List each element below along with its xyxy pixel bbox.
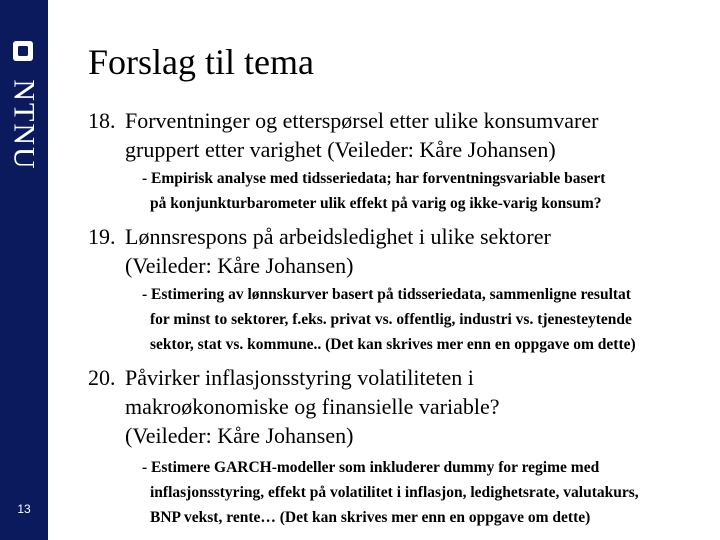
ntnu-logo-icon — [12, 40, 34, 62]
topic-number: 20. — [88, 365, 116, 390]
detail-line: - Estimere GARCH-modeller som inkluderer dummy for regime med — [142, 459, 600, 476]
detail-line: for minst to sektorer, f.eks. privat vs. offentlig, industri vs. tjenesteytende — [150, 311, 632, 328]
topic-line: Påvirker inflasjonsstyring volatiliteten i — [125, 365, 474, 390]
slide-title: Forslag til tema — [88, 42, 314, 82]
topic-line: gruppert etter varighet (Veileder: Kåre Johansen) — [125, 137, 556, 162]
ntnu-logo-text: NTNU — [8, 79, 42, 171]
detail-line: - Empirisk analyse med tidsseriedata; har forventningsvariable basert — [142, 170, 606, 187]
page-number: 13 — [17, 502, 31, 516]
detail-line: - Estimering av lønnskurver basert på tidsseriedata, sammenligne resultat — [142, 286, 631, 303]
sidebar — [0, 0, 48, 540]
topic-line: (Veileder: Kåre Johansen) — [125, 253, 354, 278]
topic-line: Forventninger og etterspørsel etter ulike konsumvarer — [125, 108, 599, 133]
detail-line: inflasjonsstyring, effekt på volatilitet i inflasjon, ledighetsrate, valutakurs, — [150, 484, 639, 501]
detail-line: BNP vekst, rente… (Det kan skrives mer enn en oppgave om dette) — [150, 509, 591, 526]
detail-line: på konjunkturbarometer ulik effekt på varig og ikke-varig konsum? — [150, 195, 602, 212]
topic-detail-19 — [142, 282, 636, 357]
topic-detail-20 — [142, 455, 639, 530]
topic-line: Lønnsrespons på arbeidsledighet i ulike sektorer — [125, 224, 551, 249]
topic-detail-18 — [142, 166, 605, 216]
detail-line: sektor, stat vs. kommune.. (Det kan skrives mer enn en oppgave om dette) — [150, 336, 636, 353]
topic-line: (Veileder: Kåre Johansen) — [125, 423, 354, 448]
topic-number: 19. — [88, 224, 116, 249]
topic-number: 18. — [88, 108, 116, 133]
topic-line: makroøkonomiske og finansielle variable? — [125, 394, 500, 419]
